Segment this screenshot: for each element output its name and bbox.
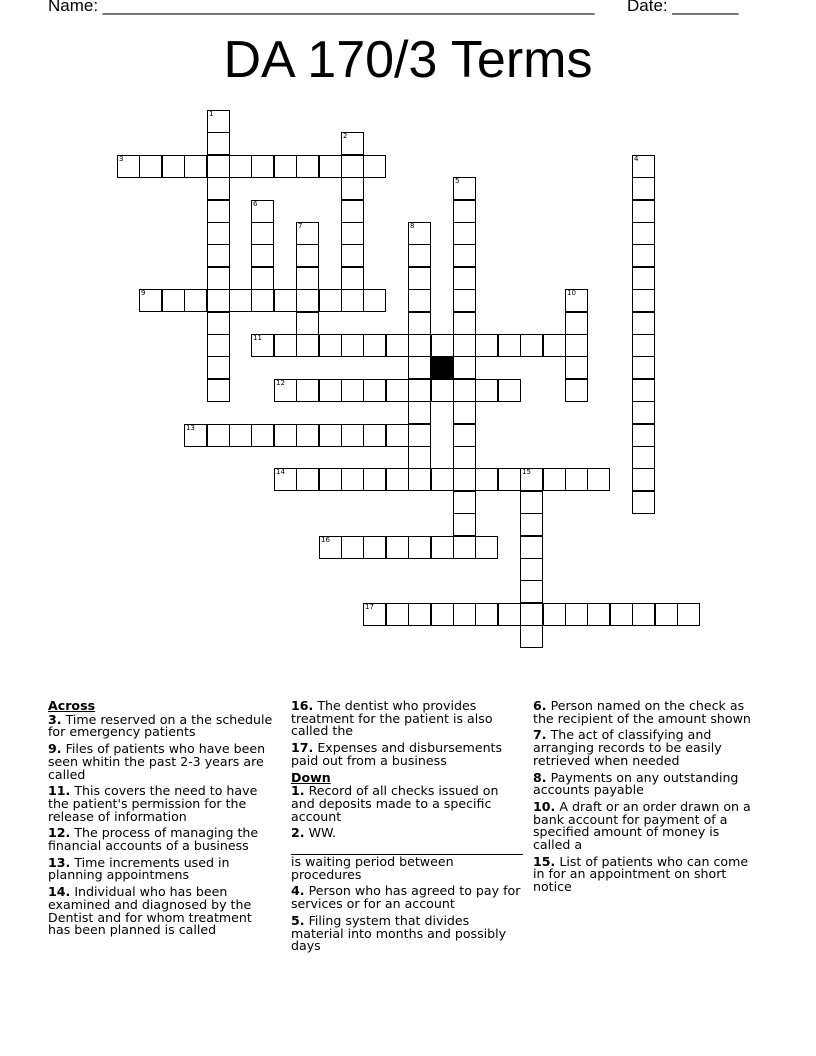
crossword-cell[interactable] <box>319 536 342 559</box>
crossword-cell[interactable] <box>139 289 162 312</box>
date-field: Date: _______ <box>627 0 739 15</box>
crossword-cell[interactable] <box>475 334 498 357</box>
crossword-cell[interactable] <box>207 222 230 245</box>
clue-number: 13 <box>186 424 195 432</box>
crossword-cell[interactable] <box>363 424 386 447</box>
crossword-cell[interactable] <box>632 468 655 491</box>
clue-down-7: 7. The act of classifying and arranging records to be easily retrieved when needed <box>533 727 722 768</box>
crossword-cell[interactable] <box>386 424 409 447</box>
crossword-cell[interactable] <box>296 222 319 245</box>
crossword-cell[interactable] <box>296 334 319 357</box>
crossword-cell[interactable] <box>341 222 364 245</box>
crossword-cell[interactable] <box>520 536 543 559</box>
crossword-cell[interactable] <box>565 289 588 312</box>
crossword-cell[interactable] <box>632 446 655 469</box>
clue-number: 6 <box>253 200 258 208</box>
crossword-cell[interactable] <box>408 468 431 491</box>
crossword-cell[interactable] <box>498 603 521 626</box>
crossword-cell[interactable] <box>475 536 498 559</box>
crossword-cell[interactable] <box>475 603 498 626</box>
crossword-cell[interactable] <box>207 334 230 357</box>
crossword-cell[interactable] <box>453 312 476 335</box>
crossword-cell[interactable] <box>162 155 185 178</box>
crossword-cell[interactable] <box>251 289 274 312</box>
crossword-cell[interactable] <box>408 446 431 469</box>
crossword-cell[interactable] <box>341 155 364 178</box>
crossword-cell[interactable] <box>655 603 678 626</box>
crossword-cell[interactable] <box>632 244 655 267</box>
crossword-cell[interactable] <box>408 401 431 424</box>
crossword-cell[interactable] <box>565 356 588 379</box>
crossword-cell[interactable] <box>363 334 386 357</box>
crossword-cell[interactable] <box>319 468 342 491</box>
crossword-cell[interactable] <box>632 289 655 312</box>
crossword-cell[interactable] <box>274 379 297 402</box>
crossword-cell[interactable] <box>296 244 319 267</box>
crossword-cell[interactable] <box>498 379 521 402</box>
crossword-cell[interactable] <box>632 222 655 245</box>
crossword-cell[interactable] <box>520 513 543 536</box>
clue-across-11: 11. This covers the need to have the patient's permission for the release of information <box>48 783 258 824</box>
crossword-cell[interactable] <box>274 468 297 491</box>
clue-number: 10 <box>567 289 576 297</box>
crossword-cell[interactable] <box>677 603 700 626</box>
crossword-cell[interactable] <box>408 356 431 379</box>
crossword-cell[interactable] <box>632 267 655 290</box>
crossword-cell[interactable] <box>453 356 476 379</box>
crossword-cell[interactable] <box>341 536 364 559</box>
crossword-cell[interactable] <box>453 289 476 312</box>
crossword-cell[interactable] <box>632 155 655 178</box>
crossword-cell[interactable] <box>431 603 454 626</box>
crossword-cell[interactable] <box>341 132 364 155</box>
crossword-cell[interactable] <box>251 424 274 447</box>
crossword-cell[interactable] <box>453 200 476 223</box>
crossword-cell[interactable] <box>207 289 230 312</box>
crossword-cell[interactable] <box>632 424 655 447</box>
crossword-cell[interactable] <box>251 200 274 223</box>
crossword-cell[interactable] <box>296 289 319 312</box>
across-heading: Across <box>48 698 96 713</box>
crossword-cell[interactable] <box>408 222 431 245</box>
crossword-cell[interactable] <box>543 334 566 357</box>
clue-down-6: 6. Person named on the check as the recipient of the amount shown <box>533 698 751 726</box>
crossword-cell[interactable] <box>386 603 409 626</box>
crossword-cell[interactable] <box>453 424 476 447</box>
crossword-cell[interactable] <box>229 424 252 447</box>
crossword-cell[interactable] <box>184 424 207 447</box>
crossword-cell[interactable] <box>207 356 230 379</box>
crossword-cell[interactable] <box>363 379 386 402</box>
crossword-cell[interactable] <box>386 468 409 491</box>
clue-down-5: 5. Filing system that divides material into months and possibly days <box>291 912 507 954</box>
crossword-cell[interactable] <box>184 289 207 312</box>
crossword-cell[interactable] <box>207 155 230 178</box>
crossword-cell[interactable] <box>341 424 364 447</box>
crossword-cell[interactable] <box>565 603 588 626</box>
crossword-cell[interactable] <box>565 312 588 335</box>
crossword-cell[interactable] <box>587 603 610 626</box>
clue-number: 8 <box>410 222 415 230</box>
crossword-cell[interactable] <box>520 625 543 648</box>
clue-number: 16 <box>321 536 330 544</box>
crossword-cell[interactable] <box>319 155 342 178</box>
crossword-cell[interactable] <box>207 244 230 267</box>
crossword-cell[interactable] <box>363 468 386 491</box>
crossword-cell[interactable] <box>229 155 252 178</box>
crossword-cell[interactable] <box>363 536 386 559</box>
crossword-cell[interactable] <box>565 334 588 357</box>
clues-column-1 <box>48 700 274 941</box>
crossword-cell[interactable] <box>520 580 543 603</box>
crossword-cell[interactable] <box>341 289 364 312</box>
crossword-cell[interactable] <box>408 289 431 312</box>
black-square <box>431 356 454 379</box>
crossword-cell[interactable] <box>520 603 543 626</box>
crossword-cell[interactable] <box>475 468 498 491</box>
crossword-cell[interactable] <box>431 379 454 402</box>
crossword-cell[interactable] <box>632 200 655 223</box>
crossword-cell[interactable] <box>408 603 431 626</box>
crossword-cell[interactable] <box>207 267 230 290</box>
clue-across-13: 13. Time increments used in planning appointmens <box>48 854 230 883</box>
clue-number: 4 <box>634 155 639 163</box>
crossword-cell[interactable] <box>207 177 230 200</box>
crossword-cell[interactable] <box>453 334 476 357</box>
crossword-cell[interactable] <box>453 222 476 245</box>
crossword-cell[interactable] <box>632 334 655 357</box>
crossword-cell[interactable] <box>520 558 543 581</box>
crossword-cell[interactable] <box>408 536 431 559</box>
crossword-cell[interactable] <box>408 312 431 335</box>
crossword-cell[interactable] <box>453 401 476 424</box>
crossword-cell[interactable] <box>251 222 274 245</box>
crossword-cell[interactable] <box>453 468 476 491</box>
clue-down-15: 15. List of patients who can come in for an appointment on short notice <box>533 853 749 895</box>
crossword-cell[interactable] <box>274 289 297 312</box>
crossword-cell[interactable] <box>498 468 521 491</box>
crossword-cell[interactable] <box>408 334 431 357</box>
crossword-cell[interactable] <box>184 155 207 178</box>
crossword-cell[interactable] <box>319 334 342 357</box>
crossword-cell[interactable] <box>475 379 498 402</box>
clue-number: 17 <box>365 603 374 611</box>
crossword-cell[interactable] <box>520 334 543 357</box>
crossword-cell[interactable] <box>296 312 319 335</box>
crossword-cell[interactable] <box>453 379 476 402</box>
crossword-cell[interactable] <box>408 244 431 267</box>
crossword-cell[interactable] <box>453 491 476 514</box>
crossword-cell[interactable] <box>453 177 476 200</box>
crossword-cell[interactable] <box>207 200 230 223</box>
crossword-cell[interactable] <box>453 513 476 536</box>
crossword-cell[interactable] <box>363 155 386 178</box>
crossword-cell[interactable] <box>274 424 297 447</box>
down-heading: Down <box>291 769 331 785</box>
clue-across-17: 17. Expenses and disbursements paid out from a business <box>291 740 503 768</box>
crossword-cell[interactable] <box>207 110 230 133</box>
crossword-cell[interactable] <box>386 334 409 357</box>
crossword-cell[interactable] <box>431 468 454 491</box>
crossword-cell[interactable] <box>341 200 364 223</box>
clue-number: 14 <box>276 468 285 476</box>
crossword-cell[interactable] <box>319 379 342 402</box>
page-title: DA 170/3 Terms <box>223 31 593 89</box>
crossword-cell[interactable] <box>251 155 274 178</box>
clue-across-9: 9. Files of patients who have been seen whitin the past 2-3 years are called <box>48 741 266 782</box>
crossword-cell[interactable] <box>274 155 297 178</box>
crossword-cell[interactable] <box>520 491 543 514</box>
crossword-cell[interactable] <box>341 244 364 267</box>
crossword-cell[interactable] <box>386 536 409 559</box>
crossword-cell[interactable] <box>363 289 386 312</box>
crossword-cell[interactable] <box>229 289 252 312</box>
crossword-cell[interactable] <box>207 379 230 402</box>
crossword-cell[interactable] <box>543 603 566 626</box>
crossword-cell[interactable] <box>431 536 454 559</box>
crossword-cell[interactable] <box>408 424 431 447</box>
crossword-cell[interactable] <box>453 603 476 626</box>
clue-across-12: 12. The process of managing the financial accounts of a business <box>48 825 259 854</box>
crossword-cell[interactable] <box>341 379 364 402</box>
clue-across-3: 3. Time reserved on a the schedule for emergency patients <box>48 711 273 740</box>
crossword-cell[interactable] <box>408 267 431 290</box>
crossword-cell[interactable] <box>453 536 476 559</box>
crossword-cell[interactable] <box>453 446 476 469</box>
crossword-cell[interactable] <box>207 132 230 155</box>
clue-down-8: 8. Payments on any outstanding accounts payable <box>533 769 739 798</box>
crossword-cell[interactable] <box>296 267 319 290</box>
clue-down-1: 1. Record of all checks issued on and deposits made to a specific account <box>291 783 499 824</box>
clue-number: 9 <box>141 289 146 297</box>
crossword-cell[interactable] <box>341 267 364 290</box>
crossword-cell[interactable] <box>296 379 319 402</box>
crossword-cell[interactable] <box>498 334 521 357</box>
clue-number: 7 <box>298 222 303 230</box>
crossword-cell[interactable] <box>565 379 588 402</box>
clues-column-3 <box>533 700 759 898</box>
crossword-cell[interactable] <box>207 312 230 335</box>
clue-number: 2 <box>343 132 348 140</box>
crossword-cell[interactable] <box>162 289 185 312</box>
crossword-cell[interactable] <box>453 267 476 290</box>
crossword-cell[interactable] <box>587 468 610 491</box>
crossword-cell[interactable] <box>453 244 476 267</box>
clue-across-14: 14. Individual who has been examined and diagnosed by the Dentist and for whom treatment has been planned is called <box>48 884 252 938</box>
crossword-cell[interactable] <box>251 334 274 357</box>
crossword-cell[interactable] <box>632 491 655 514</box>
crossword-cell[interactable] <box>632 401 655 424</box>
crossword-cell[interactable] <box>520 468 543 491</box>
crossword-cell[interactable] <box>251 267 274 290</box>
clue-number: 15 <box>522 468 531 476</box>
crossword-cell[interactable] <box>251 244 274 267</box>
clues-column-2 <box>291 700 523 957</box>
crossword-cell[interactable] <box>296 424 319 447</box>
crossword-cell[interactable] <box>341 177 364 200</box>
crossword-cell[interactable] <box>431 334 454 357</box>
crossword-cell[interactable] <box>565 468 588 491</box>
crossword-cell[interactable] <box>632 312 655 335</box>
clue-down-4: 4. Person who has agreed to pay for services or for an account <box>291 883 521 912</box>
crossword-cell[interactable] <box>386 379 409 402</box>
crossword-cell[interactable] <box>363 603 386 626</box>
clue-number: 5 <box>455 177 460 185</box>
crossword-cell[interactable] <box>319 424 342 447</box>
clue-number: 12 <box>276 379 285 387</box>
crossword-cell[interactable] <box>543 468 566 491</box>
crossword-cell[interactable] <box>274 334 297 357</box>
crossword-cell[interactable] <box>632 379 655 402</box>
name-field: Name: ____________________________________________________ <box>48 0 595 15</box>
crossword-cell[interactable] <box>319 289 342 312</box>
crossword-cell[interactable] <box>632 603 655 626</box>
crossword-cell[interactable] <box>632 356 655 379</box>
crossword-cell[interactable] <box>139 155 162 178</box>
crossword-cell[interactable] <box>408 379 431 402</box>
crossword-cell[interactable] <box>117 155 140 178</box>
crossword-cell[interactable] <box>632 177 655 200</box>
crossword-cell[interactable] <box>341 334 364 357</box>
crossword-cell[interactable] <box>610 603 633 626</box>
clue-number: 3 <box>119 155 124 163</box>
clue-down-10: 10. A draft or an order drawn on a bank account for payment of a specified amount of money is called a <box>533 798 751 853</box>
clue-down-2: 2. WW. is waiting period between procedures <box>291 827 523 881</box>
crossword-cell[interactable] <box>296 155 319 178</box>
clue-number: 11 <box>253 334 262 342</box>
clue-across-16: 16. The dentist who provides treatment for the patient is also called the <box>291 698 493 739</box>
crossword-cell[interactable] <box>207 424 230 447</box>
clue-number: 1 <box>209 110 214 118</box>
crossword-cell[interactable] <box>341 468 364 491</box>
crossword-cell[interactable] <box>296 468 319 491</box>
